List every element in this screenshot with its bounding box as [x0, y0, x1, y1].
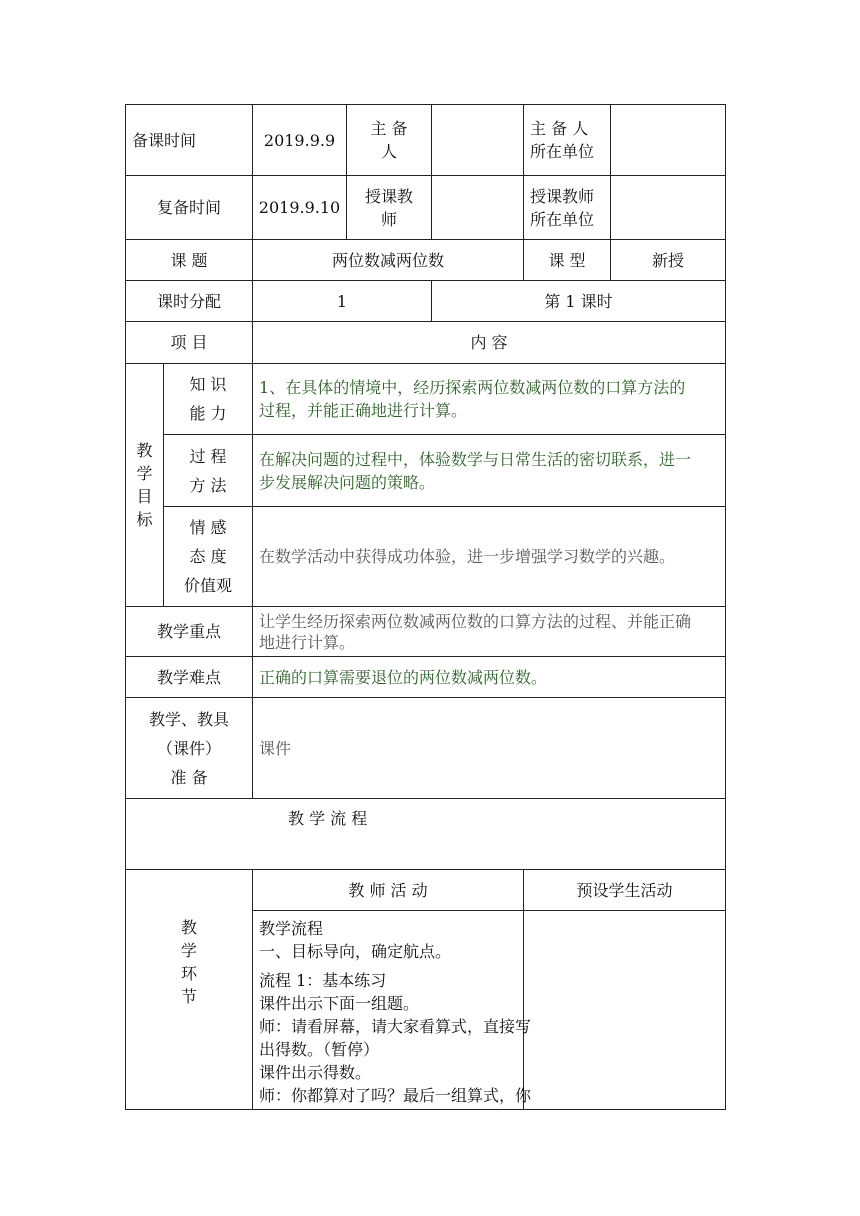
teacher-activity-line: 出得数。（暂停）: [259, 1040, 380, 1059]
key-point-row: [126, 607, 726, 657]
key-point-text: [253, 607, 726, 657]
main-preparer-label: [347, 105, 432, 176]
key-point-label: 教学重点: [126, 607, 253, 657]
key-point-text-line: 地进行计算。: [259, 632, 356, 652]
period-row: [126, 281, 726, 322]
teacher-activity-line: 课件出示下面一组题。: [259, 994, 420, 1013]
emotion-label-line: 价值观: [184, 576, 233, 595]
objective-emotion-row: [126, 507, 726, 607]
section-label-char: 环: [181, 964, 198, 983]
teacher-activity-line: 师：你都算对了吗？最后一组算式，你: [259, 1086, 532, 1105]
emotion-label-line: 态 度: [189, 547, 227, 566]
knowledge-label: [164, 364, 253, 435]
main-preparer-unit-label-line1: 主 备 人: [530, 119, 589, 138]
section-label-char: 学: [181, 941, 198, 960]
emotion-text: 在数学活动中获得成功体验，进一步增强学习数学的兴趣。: [253, 507, 726, 607]
difficulty-text: 正确的口算需要退位的两位数减两位数。: [253, 657, 726, 698]
teacher-activity-header: 教 师 活 动: [253, 870, 524, 911]
items-header-row: [126, 322, 726, 364]
teacher-label-line1: 授课教: [365, 186, 414, 206]
teacher-activity-line: 课件出示得数。: [259, 1063, 372, 1082]
review-time-value: 2019.9.10: [253, 176, 347, 240]
difficulty-row: [126, 657, 726, 698]
main-preparer-label-line2: 人: [381, 142, 398, 161]
teacher-unit-label-line1: 授课教师: [530, 186, 595, 206]
objectives-group-label: [126, 364, 164, 607]
main-preparer-unit-value: [611, 105, 726, 176]
review-time-row: [126, 176, 726, 240]
content-label: 内 容: [253, 322, 726, 364]
teacher-activity-line: 师：请看屏幕，请大家看算式，直接写: [259, 1017, 532, 1036]
item-label: 项 目: [126, 322, 253, 364]
main-preparer-unit-label: [524, 105, 611, 176]
teacher-unit-label: [524, 176, 611, 240]
process-text-line: 步发展解决问题的策略。: [259, 472, 436, 492]
period-value: 1: [253, 281, 432, 322]
knowledge-label-line: 能 力: [189, 404, 227, 423]
knowledge-label-line: 知 识: [189, 375, 227, 394]
flow-title: 教 学 流 程: [126, 799, 726, 870]
knowledge-text-line: 1、在具体的情境中，经历探索两位数减两位数的口算方法的: [259, 378, 686, 397]
teacher-value: [432, 176, 524, 240]
section-label-char: 教: [181, 918, 198, 937]
main-preparer-label-line1: 主 备: [370, 119, 408, 138]
prep-time-value: 2019.9.9: [253, 105, 347, 176]
difficulty-label: 教学难点: [126, 657, 253, 698]
topic-value: 两位数减两位数: [253, 240, 524, 281]
objective-knowledge-row: [126, 364, 726, 435]
process-label: [164, 435, 253, 507]
student-activity-content: [524, 911, 726, 1110]
materials-row: [126, 698, 726, 799]
review-time-label: 复备时间: [126, 176, 253, 240]
topic-label: 课 题: [126, 240, 253, 281]
period-lesson: 第 1 课时: [432, 281, 726, 322]
teacher-activity-line: 一、目标导向，确定航点。: [259, 942, 452, 961]
teacher-activity-line: 流程 1：基本练习: [259, 971, 387, 990]
lesson-plan-table: [125, 104, 726, 1110]
process-label-line: 过 程: [189, 446, 227, 466]
materials-label-line: （课件）: [157, 738, 222, 758]
lesson-type-label: 课 型: [524, 240, 611, 281]
teacher-activity-line: 教学流程: [259, 919, 324, 938]
main-preparer-unit-label-line2: 所在单位: [530, 142, 595, 161]
knowledge-text: [253, 364, 726, 435]
objectives-group-char: 教: [136, 441, 153, 460]
materials-label-line: 准 备: [170, 767, 208, 787]
teacher-unit-value: [611, 176, 726, 240]
prep-time-row: [126, 105, 726, 176]
knowledge-text-line: 过程，并能正确地进行计算。: [259, 401, 468, 420]
teacher-label: [347, 176, 432, 240]
process-text: [253, 435, 726, 507]
teacher-label-line2: 师: [381, 209, 398, 229]
period-label: 课时分配: [126, 281, 253, 322]
process-label-line: 方 法: [189, 475, 227, 495]
objective-process-row: [126, 435, 726, 507]
key-point-text-line: 让学生经历探索两位数减两位数的口算方法的过程、并能正确: [259, 611, 692, 631]
lesson-type-value: 新授: [611, 240, 726, 281]
materials-text: 课件: [253, 698, 726, 799]
flow-title-row: [126, 799, 726, 870]
prep-time-label: 备课时间: [126, 105, 253, 176]
objectives-group-char: 标: [136, 510, 153, 529]
teacher-activity-content: [253, 911, 532, 1110]
section-label-char: 节: [181, 987, 198, 1006]
materials-label-line: 教学、教具: [149, 709, 230, 729]
teacher-unit-label-line2: 所在单位: [530, 209, 595, 229]
objectives-group-char: 学: [136, 464, 153, 483]
process-text-line: 在解决问题的过程中，体验数学与日常生活的密切联系，进一: [259, 449, 692, 469]
student-activity-header: 预设学生活动: [524, 870, 726, 911]
emotion-label: [164, 507, 253, 607]
objectives-group-char: 目: [136, 487, 153, 506]
section-header-row: [126, 870, 726, 911]
section-label: [126, 870, 253, 1110]
main-preparer-value: [432, 105, 524, 176]
materials-label: [126, 698, 253, 799]
topic-row: [126, 240, 726, 281]
emotion-label-line: 情 感: [189, 518, 227, 537]
